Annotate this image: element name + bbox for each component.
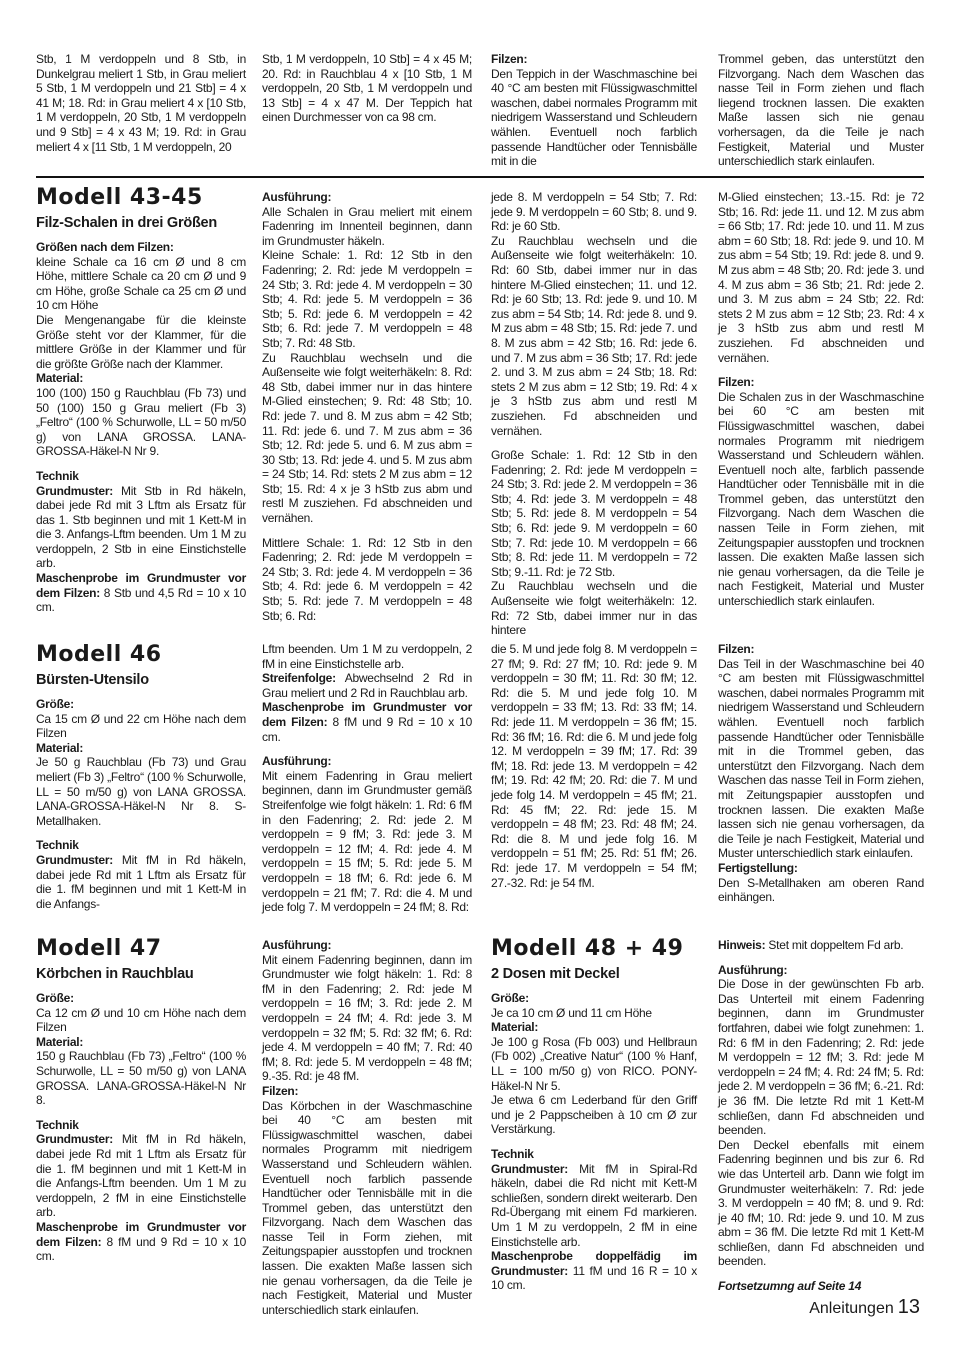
m4849-maschenprobe bbox=[491, 1249, 697, 1293]
m4849-grundmuster bbox=[491, 1162, 697, 1250]
m46-lftm-cont: Lftm beenden. Um 1 M zu verdoppeln, 2 fM in eine Einstichstelle arb. bbox=[262, 642, 472, 671]
top-col-2 bbox=[262, 52, 472, 125]
top-text-1: Stb, 1 M verdoppeln und 8 Stb, in Dunkelgrau meliert 1 Stb, in Grau meliert 5 Stb, 1 M verdoppeln und 21 Stb] = 4 x 41 M; 18. Rd: in Grau meliert 4 x [10 Stb, 1 M verdoppeln, 20 Stb, 1 M verdoppeln und 9 Stb] = 4 x 43 M; 19. Rd: in Grau meliert 4 x [11 Stb, 1 M verdoppeln, 20 bbox=[36, 52, 246, 154]
m46-filzen: Das Teil in der Waschmaschine bei 40 °C am besten mit Flüssigwaschmittel waschen, dabei normales Programm mit niedrigem Wasserstand und Schleudern wählen. Eventuell noch farblich passende Handtücher oder Tennisbälle mit in die Trommel geben, das unterstützt den Filzvorgang. Nach dem Waschen das nasse Teil in Form ziehen, mit Zeitungspapier ausstopfen und trocknen lassen. Die exakten Maße lassen sich nie genau vorhersagen, da die Teile je nach Festigkeit, Material und Muster unterschiedlich stark einlaufen. bbox=[718, 656, 924, 861]
m4345-maschenprobe-label: Maschenprobe im Grundmuster vor dem Filzen: bbox=[36, 571, 246, 600]
m4345-mittlere-aussen: Zu Rauchblau wechseln und die Außenseite wie folgt weiterhäkeln: 10. Rd: 60 Stb, dabei immer nur in das hintere M-Glied einstechen; 11. und 12. Rd: je 60 Stb; 13. Rd: jede 9. und 10. M zus abm = 54 Stb; 14. Rd: jede 8. und 9. M zus abm = 48 Stb; 15. Rd: jede 7. und 8. M zus abm = 42 Stb; 16. Rd: jede 6. und 7. M zus abm = 36 Stb; 17. Rd: jede 2. und 3. M zus abm = 24 Stb; 18. Rd: stets 2 M zus abm = 12 Stb; 19. Rd: 4 x je 3 hStb zus abm und restl M zusziehen. Fd abschneiden und vernähen. bbox=[491, 233, 697, 438]
m4345-mittlere-schale: Mittlere Schale: 1. Rd: 12 Stb in den Fadenring; 2. Rd: jede M verdoppeln = 24 Stb; 3. Rd: jede 4. M verdoppeln = 36 Stb; 4. Rd: jede 6. M verdoppeln = 42 Stb; 5. Rd: jede 7. M verdoppeln = 48 Stb; 6. Rd: bbox=[262, 535, 472, 623]
m47-col-1 bbox=[36, 937, 246, 1264]
m47-col-2 bbox=[262, 938, 472, 1317]
m4849-subtitle: 2 Dosen mit Deckel bbox=[491, 966, 620, 982]
m46-col-3 bbox=[491, 642, 697, 890]
m46-material-heading: Material: bbox=[36, 740, 84, 755]
m47-ausfuehrung: Mit einem Fadenring beginnen, dann im Grundmuster wie folgt häkeln: 1. Rd: 8 fM in den Fadenring; 2. Rd: jede M verdoppeln = 16 fM; 3. Rd: jede 2. M verdoppeln = 24 fM; 4. Rd: jede 3. M verdoppeln = 32 fM; 5. Rd: 32 fM; 6. Rd: jede 4. M verdoppeln = 40 fM; 7. Rd: 40 fM; 8. Rd: jede 5. M verdoppeln = 48 fM; 9.-35. Rd: je 48 fM. bbox=[262, 952, 472, 1084]
m46-filzen-heading: Filzen: bbox=[718, 642, 755, 656]
m47-filzen-heading: Filzen: bbox=[262, 1083, 299, 1098]
m47-title: Modell 47 bbox=[36, 936, 162, 961]
m46-streifen bbox=[262, 671, 472, 700]
m4849-grundmuster-label: Grundmuster: bbox=[491, 1161, 569, 1176]
m4345-menge: Die Mengenangabe für die kleinste Größe steht vor der Klammer, für die mittlere Größe in der Klammer und für die größte Größe nach der Klammer. bbox=[36, 312, 246, 371]
m4345-ausfuehrung-intro: Alle Schalen in Grau meliert mit einem Fadenring im Innenteil beginnen, dann im Grundmuster häkeln. bbox=[262, 204, 472, 248]
m4849-material: Je 100 g Rosa (Fb 003) und Hellbraun (Fb 002) „Creative Natur“ (100 % Hanf, LL = 100 m/50 g) von RICO. PONY-Häkel-N Nr 5. bbox=[491, 1034, 697, 1093]
m46-rounds-cont: die 5. M und jede folg 8. M verdoppeln = 27 fM; 9. Rd: 27 fM; 10. Rd: jede 9. M verdoppeln = 30 fM; 11. Rd: 30 fM; 12. Rd: die 5. M und jede folg 10. M verdoppeln = 33 fM; 13. Rd: 33 fM; 14. Rd: jede 11. M verdoppeln = 36 fM; 15. Rd: 36 fM; 16. Rd: die 6. M und jede folg 12. M verdoppeln = 39 fM; 17. Rd: 39 fM; 18. Rd: jede 13. M verdoppeln = 42 fM; 19. Rd: 42 fM; 20. Rd: die 7. M und jede folg 14. M verdoppeln = 45 fM; 21. Rd: 45 fM; 22. Rd: jede 15. M verdoppeln = 48 fM; 23. Rd: 48 fM; 24. Rd: die 8. M und jede folg 16. M verdoppeln = 51 fM; 25. Rd: 51 fM; 26. Rd: jede 17. M verdoppeln = 54 fM; 27.-32. Rd: je 54 fM. bbox=[491, 642, 697, 890]
m47-filzen: Das Körbchen in der Waschmaschine bei 40 °C am besten mit Flüssigwaschmittel waschen, dabei normales Programm mit niedrigem Wasserstand und Schleudern wählen. Eventuell noch farblich passende Handtücher oder Tennisbälle mit in die Trommel geben, das unterstützt den Filzvorgang. Nach dem Waschen das nasse Teil in Form ziehen, mit Zeitungspapier ausstopfen und trocknen lassen. Die exakten Maße lassen sich nie genau vorhersagen, da die Teile je nach Festigkeit, Material und Muster unterschiedlich stark einlaufen. bbox=[262, 1098, 472, 1317]
m4849-ausfuehrung-heading: Ausführung: bbox=[718, 962, 788, 977]
m46-grundmuster-label: Grundmuster: bbox=[36, 852, 114, 867]
m47-grundmuster-text: Mit fM in Rd häkeln, dabei jede Rd mit 1 Lftm als Ersatz für die 1. fM beginnen und mit 1 Kett-M in die Anfangs-Lftm beenden. Um 1 M zu verdoppeln, 2 fM in eine Einstichstelle arb. bbox=[36, 1132, 246, 1220]
m47-maschenprobe bbox=[36, 1220, 246, 1264]
m47-maschenprobe-text: 8 fM und 9 Rd = 10 x 10 cm. bbox=[36, 1234, 246, 1264]
m4849-hinweis-text: Stet mit doppeltem Fd arb. bbox=[765, 938, 904, 952]
m46-title: Modell 46 bbox=[36, 642, 162, 667]
m4345-title: Modell 43-45 bbox=[36, 185, 203, 210]
m4345-maschenprobe-text: 8 Stb und 4,5 Rd = 10 x 10 cm. bbox=[36, 585, 246, 615]
m4849-hinweis bbox=[718, 938, 924, 953]
m46-maschenprobe-label: Maschenprobe im Grundmuster vor dem Filzen: bbox=[262, 700, 472, 729]
m4345-material-heading: Material: bbox=[36, 371, 84, 386]
m4345-subtitle: Filz-Schalen in drei Größen bbox=[36, 215, 217, 231]
m46-streifen-label: Streifenfolge: bbox=[262, 671, 336, 686]
m4345-ausfuehrung-heading: Ausführung: bbox=[262, 190, 332, 204]
top-col-4 bbox=[718, 52, 924, 169]
m4345-filzen: Die Schalen zus in der Waschmaschine bei 60 °C am besten mit Flüssigwaschmittel waschen, dabei normales Programm mit niedrigem Wasserstand und Schleudern wählen. Eventuell noch alte, farblich passende Handtücher oder Tennisbälle mit in die Trommel geben, das unterstützt den Filzvorgang. Nach dem Waschen die nassen Teile in Form ziehen, mit Zeitungspapier ausstopfen und trocknen lassen. Die exakten Maße lassen sich nie genau vorhersagen, da die Teile je nach Festigkeit, Material und Muster unterschiedlich stark einlaufen. bbox=[718, 389, 924, 609]
m4849-maschenprobe-label: Maschenprobe doppelfädig im Grundmuster: bbox=[491, 1249, 697, 1278]
m47-maschenprobe-label: Maschenprobe im Grundmuster vor dem Filzen: bbox=[36, 1219, 246, 1249]
m4345-col-3 bbox=[491, 190, 697, 638]
m46-material: Je 50 g Rauchblau (Fb 73) und Grau meliert (Fb 3) „Feltro“ (100 % Schurwolle, LL = 50 m/50 g) von LANA GROSSA. LANA-GROSSA-Häkel-N Nr 8. S-Metallhaken. bbox=[36, 755, 246, 828]
m4345-maschenprobe bbox=[36, 571, 246, 615]
m4345-material: 100 (100) 150 g Rauchblau (Fb 73) und 50 (100) 150 g Grau meliert (Fb 3) „Feltro“ (100 % Schurwolle, LL = 50 m/50 g) von LANA GROSSA. LANA-GROSSA-Häkel-N Nr 9. bbox=[36, 385, 246, 459]
m46-ausfuehrung: Mit einem Fadenring in Grau meliert beginnen, dann im Grundmuster gemäß Streifenfolge wie folgt häkeln: 1. Rd: 6 fM in den Fadenring; 2. Rd: jede 2. M verdoppeln = 9 fM; 3. Rd: jede 3. M verdoppeln = 12 fM; 4. Rd: jede 4. M verdoppeln = 15 fM; 5. Rd: jede 5. M verdoppeln = 18 fM; 6. Rd: jede 6. M verdoppeln = 21 fM; 7. Rd: die 4. M und jede folg 7. M verdoppeln = 24 fM; 8. Rd: bbox=[262, 768, 472, 915]
page-footer bbox=[809, 1296, 920, 1319]
m4849-maschenprobe-text: 11 fM und 16 R = 10 x 10 cm. bbox=[491, 1263, 697, 1293]
m4345-kleine-aussen: Zu Rauchblau wechseln und die Außenseite wie folgt weiterhäkeln: 8. Rd: 48 Stb, dabei immer nur in das hintere M-Glied einstechen; 9. Rd: 48 Stb; 10. Rd: jede 7. und 8. M zus abm = 42 Stb; 11. Rd: jede 6. und 7. M zus abm = 36 Stb; 12. Rd: jede 5. und 6. M zus abm = 30 Stb; 13. Rd: jede 4. und 5. M zus abm = 24 Stb; 14. Rd: stets 2 M zus abm = 12 Stb; 15. Rd: 4 x je 3 hStb zus abm und restl M zusziehen. Fd abschneiden und vernähen. bbox=[262, 350, 472, 526]
m4345-filzen-heading: Filzen: bbox=[718, 375, 755, 390]
m4849-groesse-heading: Größe: bbox=[491, 991, 529, 1005]
top-text-4: Trommel geben, das unterstützt den Filzvorgang. Nach dem Waschen das nasse Teil in Form ziehen und flach liegend trocknen lassen. Die exakten Maße lassen sich nie genau vorhersagen, da die Teile je nach Festigkeit, Material und Muster unterschiedlich stark einlaufen. bbox=[718, 52, 924, 169]
m4345-grundmuster-text: Mit Stb in Rd häkeln, dabei jede Rd mit 3 Lftm als Ersatz für das 1. Stb beginnen und mit 1 Kett-M in die 3. Anfangs-Lftm beenden. Um 1 M zu verdoppeln, 2 Stb in eine Einstichstelle arb. bbox=[36, 483, 246, 571]
m4345-grosse-aussen: Zu Rauchblau wechseln und die Außenseite wie folgt weiterhäkeln: 12. Rd: 72 Stb, dabei immer nur in das hintere bbox=[491, 579, 697, 638]
m4849-deckel: Den Deckel ebenfalls mit einem Fadenring beginnen und bis zur 6. Rd wie das Unterteil arb. Dann wie folgt im Grundmuster weiterhäkeln: 7. Rd: jede 3. M verdoppeln = 40 fM; 8. und 9. Rd: je 40 fM; 10. Rd: jede 9. und 10. M zus abm = 36 fM. Die letzte Rd mit 1 Kett-M schließen, dann Fd abschneiden und beenden. bbox=[718, 1137, 924, 1269]
m4849-unterteil: Die Dose in der gewünschten Fb arb. Das Unterteil mit einem Fadenring beginnen, dann im Grundmuster fortfahren, dabei wie folgt zunehmen: 1. Rd: 6 fM in den Fadenring; 2. Rd: jede M verdoppeln = 12 fM; 3. Rd: jede M verdoppeln = 24 fM; 4. Rd: 24 fM; 5. Rd: jede 2. M verdoppeln = 36 fM; 6.-21. Rd: je 36 fM. Die letzte Rd mit 1 Kett-M schließen, dann Fd abschneiden und beenden. bbox=[718, 977, 924, 1138]
m46-subtitle: Bürsten-Utensilo bbox=[36, 672, 149, 688]
m4345-kleine-schale: Kleine Schale: 1. Rd: 12 Stb in den Fadenring; 2. Rd: jede M verdoppeln = 24 Stb; 3. Rd: jede 4. M verdoppeln = 30 Stb; 4. Rd: jede 5. M verdoppeln = 36 Stb; 5. Rd: jede 6. M verdoppeln = 42 Stb; 6. Rd: jede 7. M verdoppeln = 48 Stb; 7. Rd: 48 Stb. bbox=[262, 248, 472, 350]
top-text-2: Stb, 1 M verdoppeln, 10 Stb] = 4 x 45 M; 20. Rd: in Rauchblau 4 x [10 Stb, 1 M verdoppeln, 20 Stb, 1 M verdoppeln und 13 Stb] = 4 x 47 M. Der Teppich hat einen Durchmesser von ca 98 cm. bbox=[262, 52, 472, 125]
m4345-col-2 bbox=[262, 190, 472, 623]
m47-material: 150 g Rauchblau (Fb 73) „Feltro“ (100 % Schurwolle, LL = 50 m/50 g) von LANA GROSSA. LANA-GROSSA-Häkel-N Nr 8. bbox=[36, 1049, 246, 1108]
m46-maschenprobe bbox=[262, 700, 472, 744]
m46-technik-heading: Technik bbox=[36, 838, 79, 853]
m47-groesse: Ca 12 cm Ø und 10 cm Höhe nach dem Filzen bbox=[36, 1005, 246, 1035]
m46-fertig-heading: Fertigstellung: bbox=[718, 860, 798, 875]
m47-material-heading: Material: bbox=[36, 1034, 84, 1049]
top-filzen-heading: Filzen: bbox=[491, 52, 528, 66]
m4345-groessen: kleine Schale ca 16 cm Ø und 8 cm Höhe, mittlere Schale ca 20 cm Ø und 9 cm Höhe, große Schale ca 25 cm Ø und 10 cm Höhe bbox=[36, 254, 246, 313]
top-col-3 bbox=[491, 52, 697, 169]
m4345-mittlere-cont: jede 8. M verdoppeln = 54 Stb; 7. Rd: jede 9. M verdoppeln = 60 Stb; 8. und 9. Rd: je 60 Stb. bbox=[491, 190, 697, 234]
m46-maschenprobe-text: 8 fM und 9 Rd = 10 x 10 cm. bbox=[262, 714, 472, 744]
m4849-groesse: Je ca 10 cm Ø und 11 cm Höhe bbox=[491, 1005, 652, 1020]
m46-col-1 bbox=[36, 643, 246, 911]
top-text-3: Den Teppich in der Waschmaschine bei 40 °C am besten mit Flüssigwaschmittel waschen, dabei normales Programm mit niedrigem Wasserstand und Schleudern wählen. Eventuell noch farblich passende Handtücher oder Tennisbälle mit in die bbox=[491, 66, 697, 169]
m4849-material-extra: Je etwa 6 cm Lederband für den Griff und je 2 Pappscheiben à 10 cm Ø zur Verstärkung. bbox=[491, 1093, 697, 1137]
m4849-col-3 bbox=[491, 937, 697, 1293]
m47-ausfuehrung-heading: Ausführung: bbox=[262, 938, 332, 952]
m46-col-4 bbox=[718, 642, 924, 905]
divider-rule bbox=[36, 176, 924, 178]
page-number: 13 bbox=[897, 1296, 920, 1318]
m47-subtitle: Körbchen in Rauchblau bbox=[36, 966, 194, 982]
m47-groesse-heading: Größe: bbox=[36, 991, 74, 1005]
m4849-grundmuster-text: Mit fM in Spiral-Rd häkeln, dabei die Rd nicht mit Kett-M schließen, sondern direkt weiterarb. Den Rd-Übergang mit einem Fd markieren. Um 1 M zu verdoppeln, 2 fM in eine Einstichstelle arb. bbox=[491, 1161, 697, 1249]
m46-grundmuster bbox=[36, 853, 246, 911]
m4849-material-heading: Material: bbox=[491, 1020, 539, 1035]
m46-groesse-heading: Größe: bbox=[36, 697, 74, 711]
m4849-col-4 bbox=[718, 938, 924, 1294]
m46-ausfuehrung-heading: Ausführung: bbox=[262, 754, 332, 769]
m46-streifen-text: Abwechselnd 2 Rd in Grau meliert und 2 Rd in Rauchblau arb. bbox=[262, 671, 472, 700]
m47-grundmuster bbox=[36, 1132, 246, 1220]
m46-col-2 bbox=[262, 642, 472, 915]
m4345-grundmuster-label: Grundmuster: bbox=[36, 483, 114, 498]
m4345-grosse-schale: Große Schale: 1. Rd: 12 Stb in den Fadenring; 2. Rd: jede M verdoppeln = 24 Stb; 3. Rd: jede 2. M verdoppeln = 36 Stb; 4. Rd: jede 3. M verdoppeln = 48 Stb; 5. Rd: jede 8. M verdoppeln = 54 Stb; 6. Rd: jede 9. M verdoppeln = 60 Stb; 7. Rd: jede 10. M verdoppeln = 66 Stb; 8. Rd: jede 11. M verdoppeln = 72 Stb; 9.-11. Rd: je 72 Stb. bbox=[491, 448, 697, 579]
m46-groesse: Ca 15 cm Ø und 22 cm Höhe nach dem Filzen bbox=[36, 711, 246, 741]
m4345-grosse-cont: M-Glied einstechen; 13.-15. Rd: je 72 Stb; 16. Rd: jede 11. und 12. M zus abm = 66 Stb; 17. Rd: jede 10. und 11. M zus abm = 60 Stb; 18. Rd: jede 9. und 10. M zus abm = 54 Stb; 19. Rd: jede 8. und 9. M zus abm = 48 Stb; 20. Rd: jede 3. und 4. M zus abm = 36 Stb; 21. Rd: jede 2. und 3. M zus abm = 24 Stb; 22. Rd: stets 2 M zus abm = 12 Stb; 23. Rd: 4 x je 3 hStb zus abm und restl M zusziehen. Fd abschneiden und vernähen. bbox=[718, 190, 924, 365]
m4345-col-1 bbox=[36, 186, 246, 615]
m4345-groessen-heading: Größen nach dem Filzen: bbox=[36, 240, 174, 254]
m4849-title: Modell 48 + 49 bbox=[491, 936, 684, 961]
m4345-grundmuster bbox=[36, 484, 246, 572]
section-label: Anleitungen bbox=[809, 1300, 894, 1317]
m4345-col-4 bbox=[718, 190, 924, 609]
m47-technik-heading: Technik bbox=[36, 1117, 79, 1132]
m47-grundmuster-label: Grundmuster: bbox=[36, 1132, 114, 1147]
m4345-technik-heading: Technik bbox=[36, 468, 79, 483]
m4849-fortsetzung: Fortsetzumng auf Seite 14 bbox=[718, 1279, 862, 1294]
m4849-technik-heading: Technik bbox=[491, 1146, 534, 1161]
m46-fertig: Den S-Metallhaken am oberen Rand einhängen. bbox=[718, 875, 924, 905]
m46-grundmuster-text: Mit fM in Rd häkeln, dabei jede Rd mit 1 Lftm als Ersatz für die 1. fM beginnen und mit 1 Kett-M in die Anfangs- bbox=[36, 852, 246, 911]
m4849-hinweis-label: Hinweis: bbox=[718, 938, 766, 952]
top-col-1 bbox=[36, 52, 246, 154]
